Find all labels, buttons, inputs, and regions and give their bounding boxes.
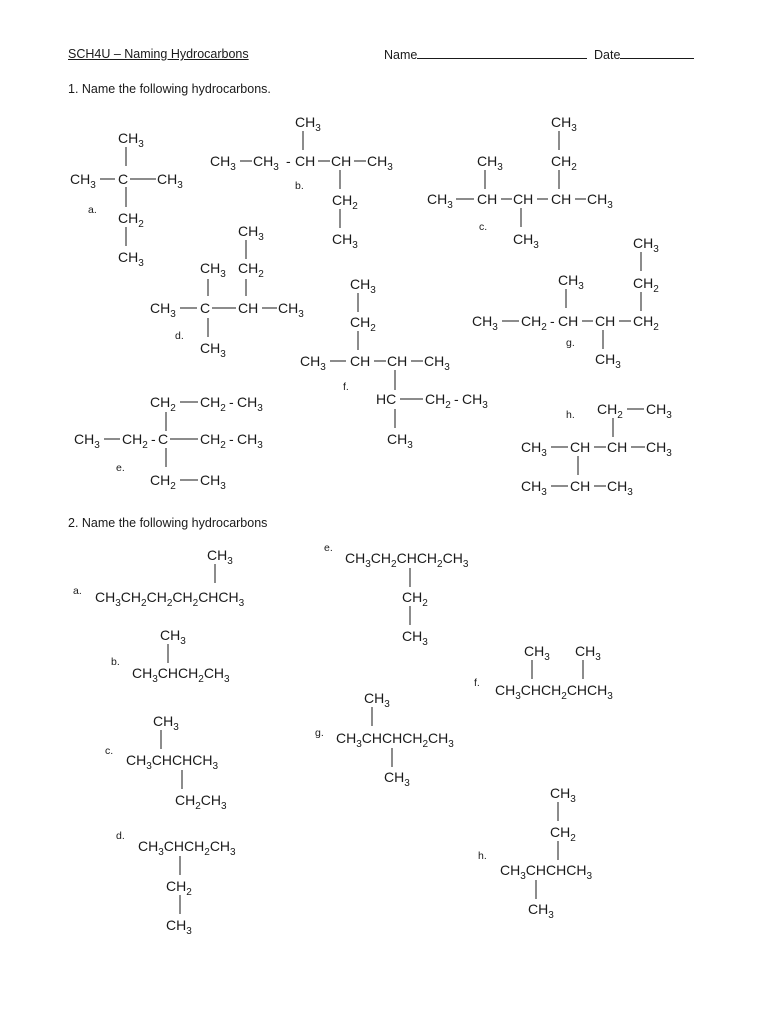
methyl-group: $CH_3$: [210, 153, 236, 173]
s2-label-f: f.: [474, 677, 480, 689]
condensed-formula: $CH_3CHCHCH_3$: [126, 752, 219, 772]
methine-group: CH: [238, 300, 259, 316]
methyl-group: $CH_3$: [402, 628, 428, 648]
methyl-group: $CH_3$: [160, 627, 186, 647]
methyl-group: $CH_3$: [633, 235, 659, 255]
methyl-group: $CH_3$: [118, 130, 144, 150]
methyl-group: $CH_3$: [207, 547, 233, 567]
methine-group: CH: [477, 191, 498, 207]
date-label: Date: [594, 48, 621, 62]
methine-group: CH: [570, 478, 591, 494]
s2-label-c: c.: [105, 745, 114, 757]
methyl-group: $CH_3$: [575, 643, 601, 663]
methyl-group: $CH_3$: [524, 643, 550, 663]
methyl-group: $CH_3$: [472, 313, 498, 333]
condensed-formula: $CH_3CHCH_2CH_3$: [132, 665, 230, 685]
methyl-group: $CH_3$: [118, 249, 144, 269]
methylene-group: $CH_2$: [597, 401, 623, 421]
methine-group: CH: [295, 153, 316, 169]
methylene-group: $CH_2$: [150, 472, 176, 492]
methylene-group: $CH_2$: [150, 394, 176, 414]
s2-label-h: h.: [478, 850, 487, 862]
s2-label-g: g.: [315, 727, 324, 739]
methyl-group: $CH_3$: [238, 223, 264, 243]
worksheet-title: SCH4U – Naming Hydrocarbons: [68, 47, 249, 61]
s1-label-a: a.: [88, 204, 97, 216]
methyl-group: $CH_3$: [253, 153, 279, 173]
methylene-group: $CH_2$: [633, 313, 659, 333]
methyl-group: $CH_3$: [200, 472, 226, 492]
carbon-atom: C: [118, 171, 129, 187]
s1-label-f: f.: [343, 381, 349, 393]
section1-heading: 1. Name the following hydrocarbons.: [68, 82, 271, 96]
methyl-group: $CH_3$: [166, 917, 192, 937]
methine-group: CH: [558, 313, 579, 329]
methyl-group: $CH_3$: [424, 353, 450, 373]
methyl-group: $CH_3$: [300, 353, 326, 373]
condensed-formula: $CH_3CHCH_2CH_3$: [138, 838, 236, 858]
methyl-group: $CH_3$: [200, 340, 226, 360]
methyl-group: $CH_3$: [550, 785, 576, 805]
bond-dash: -: [550, 313, 555, 329]
s2-label-a: a.: [73, 585, 82, 597]
methine-group: CH: [607, 439, 628, 455]
carbon-atom: C: [158, 431, 169, 447]
methylene-group: $CH_2$: [200, 431, 226, 451]
condensed-formula: $CH_3CHCH_2CHCH_3$: [495, 682, 613, 702]
methyl-group: $CH_3$: [513, 231, 539, 251]
s1-label-g: g.: [566, 337, 575, 349]
methyl-group: $CH_3$: [70, 171, 96, 191]
methine-group: HC: [376, 391, 397, 407]
methyl-group: $CH_3$: [462, 391, 488, 411]
condensed-formula: $CH_3CHCHCH_2CH_3$: [336, 730, 454, 750]
methylene-group: $CH_2$: [550, 824, 576, 844]
methyl-group: $CH_3$: [477, 153, 503, 173]
bond-dash: -: [229, 431, 234, 447]
methyl-group: $CH_3$: [607, 478, 633, 498]
s2-label-d: d.: [116, 830, 125, 842]
methyl-group: $CH_3$: [551, 114, 577, 134]
carbon-atom: C: [200, 300, 211, 316]
methylene-group: $CH_2$: [200, 394, 226, 414]
s1-label-c: c.: [479, 221, 488, 233]
methylene-group: $CH_2$: [118, 210, 144, 230]
methyl-group: $CH_3$: [387, 431, 413, 451]
formula-marks: [70, 114, 672, 937]
bond-dash: -: [229, 394, 234, 410]
methyl-group: $CH_3$: [646, 401, 672, 421]
s1-label-b: b.: [295, 180, 304, 192]
condensed-formula: $CH_3CHCHCH_3$: [500, 862, 593, 882]
methyl-group: $CH_3$: [237, 431, 263, 451]
s2-label-b: b.: [111, 656, 120, 668]
methyl-group: $CH_3$: [153, 713, 179, 733]
methylene-group: $CH_2$: [350, 314, 376, 334]
methyl-group: $CH_3$: [74, 431, 100, 451]
methyl-group: $CH_3$: [587, 191, 613, 211]
methyl-group: $CH_3$: [528, 901, 554, 921]
name-label: Name: [384, 48, 418, 62]
methyl-group: $CH_3$: [350, 276, 376, 296]
condensed-formula: $CH_3CH_2CHCH_2CH_3$: [345, 550, 469, 570]
section2-heading: 2. Name the following hydrocarbons: [68, 516, 268, 530]
methylene-group: $CH_2$: [425, 391, 451, 411]
bond-dash: -: [454, 391, 459, 407]
methyl-group: $CH_3$: [521, 478, 547, 498]
methyl-group: $CH_3$: [237, 394, 263, 414]
methyl-group: $CH_3$: [646, 439, 672, 459]
s1-label-d: d.: [175, 330, 184, 342]
methine-group: CH: [551, 191, 572, 207]
methylene-group: $CH_2$: [402, 589, 428, 609]
methyl-group: $CH_3$: [521, 439, 547, 459]
methine-group: CH: [570, 439, 591, 455]
methine-group: CH: [350, 353, 371, 369]
condensed-formula: $CH_3CH_2CH_2CH_2CHCH_3$: [95, 589, 245, 609]
s1-label-e: e.: [116, 462, 125, 474]
methyl-group: $CH_3$: [558, 272, 584, 292]
s1-label-h: h.: [566, 409, 575, 421]
methyl-group: $CH_3$: [200, 260, 226, 280]
methine-group: CH: [595, 313, 616, 329]
methyl-group: $CH_3$: [367, 153, 393, 173]
methyl-group: $CH_3$: [150, 300, 176, 320]
methyl-group: $CH_3$: [595, 351, 621, 371]
methyl-group: $CH_3$: [157, 171, 183, 191]
methylene-group: $CH_2$: [551, 153, 577, 173]
bond-dash: -: [286, 153, 291, 169]
methine-group: CH: [387, 353, 408, 369]
condensed-branch: $CH_2CH_3$: [175, 792, 227, 812]
methylene-group: $CH_2$: [166, 878, 192, 898]
methyl-group: $CH_3$: [332, 231, 358, 251]
methylene-group: $CH_2$: [633, 275, 659, 295]
methylene-group: $CH_2$: [332, 192, 358, 212]
s2-label-e: e.: [324, 542, 333, 554]
methylene-group: $CH_2$: [122, 431, 148, 451]
methylene-group: $CH_2$: [238, 260, 264, 280]
bond-dash: -: [151, 431, 156, 447]
methyl-group: $CH_3$: [295, 114, 321, 134]
methyl-group: $CH_3$: [278, 300, 304, 320]
methyl-group: $CH_3$: [364, 690, 390, 710]
methyl-group: $CH_3$: [384, 769, 410, 789]
methine-group: CH: [513, 191, 534, 207]
methylene-group: $CH_2$: [521, 313, 547, 333]
methyl-group: $CH_3$: [427, 191, 453, 211]
methine-group: CH: [331, 153, 352, 169]
